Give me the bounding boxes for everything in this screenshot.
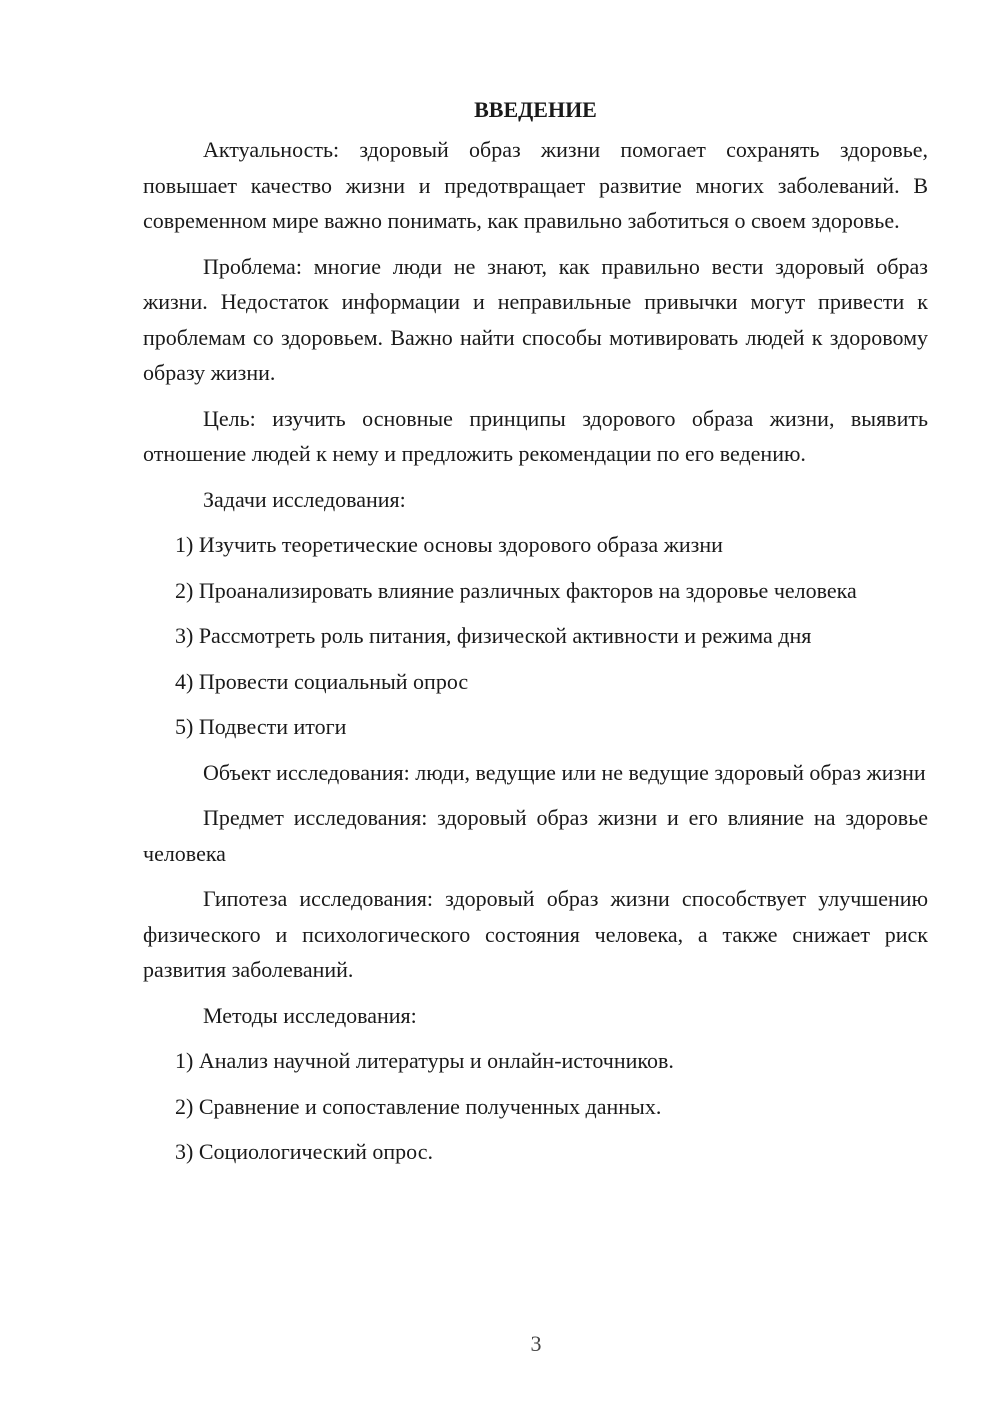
task-item: 2) Проанализировать влияние различных факторов на здоровье человека bbox=[175, 577, 857, 603]
document-title: ВВЕДЕНИЕ bbox=[474, 97, 597, 122]
task-item: 5) Подвести итоги bbox=[175, 714, 347, 739]
page-number: 3 bbox=[530, 1331, 542, 1356]
goal-paragraph: Цель: изучить основные принципы здорового образа жизни, выявить отношение людей к нему и предложить рекомендации по его ведению. bbox=[143, 405, 928, 466]
hypothesis-paragraph: Гипотеза исследования: здоровый образ жизни способствует улучшению физического и психологического состояния человека, а также снижает риск развития заболеваний. bbox=[143, 886, 928, 982]
relevance-paragraph: Актуальность: здоровый образ жизни помогает сохранять здоровье, повышает качество жизни и предотвращает развитие многих заболеваний. В современном мире важно понимать, как правильно заботиться о своем здоровье. bbox=[143, 137, 928, 233]
methods-heading: Методы исследования: bbox=[203, 1002, 417, 1028]
method-item: 2) Сравнение и сопоставление полученных данных. bbox=[175, 1093, 662, 1119]
method-item: 3) Социологический опрос. bbox=[175, 1139, 433, 1164]
task-item: 1) Изучить теоретические основы здорового образа жизни bbox=[175, 532, 723, 557]
document-page bbox=[143, 92, 928, 1180]
task-item: 4) Провести социальный опрос bbox=[175, 668, 469, 694]
task-item: 3) Рассмотреть роль питания, физической активности и режима дня bbox=[175, 623, 812, 648]
method-item: 1) Анализ научной литературы и онлайн-источников. bbox=[175, 1048, 674, 1073]
subject-paragraph: Предмет исследования: здоровый образ жизни и его влияние на здоровье человека bbox=[143, 805, 928, 866]
tasks-heading: Задачи исследования: bbox=[203, 486, 406, 512]
object-paragraph: Объект исследования: люди, ведущие или не ведущие здоровый образ жизни bbox=[203, 759, 926, 785]
problem-paragraph: Проблема: многие люди не знают, как правильно вести здоровый образ жизни. Недостаток информации и неправильные привычки могут привести к проблемам со здоровьем. Важно найти способы мотивировать людей к здоровому образу жизни. bbox=[143, 253, 928, 385]
